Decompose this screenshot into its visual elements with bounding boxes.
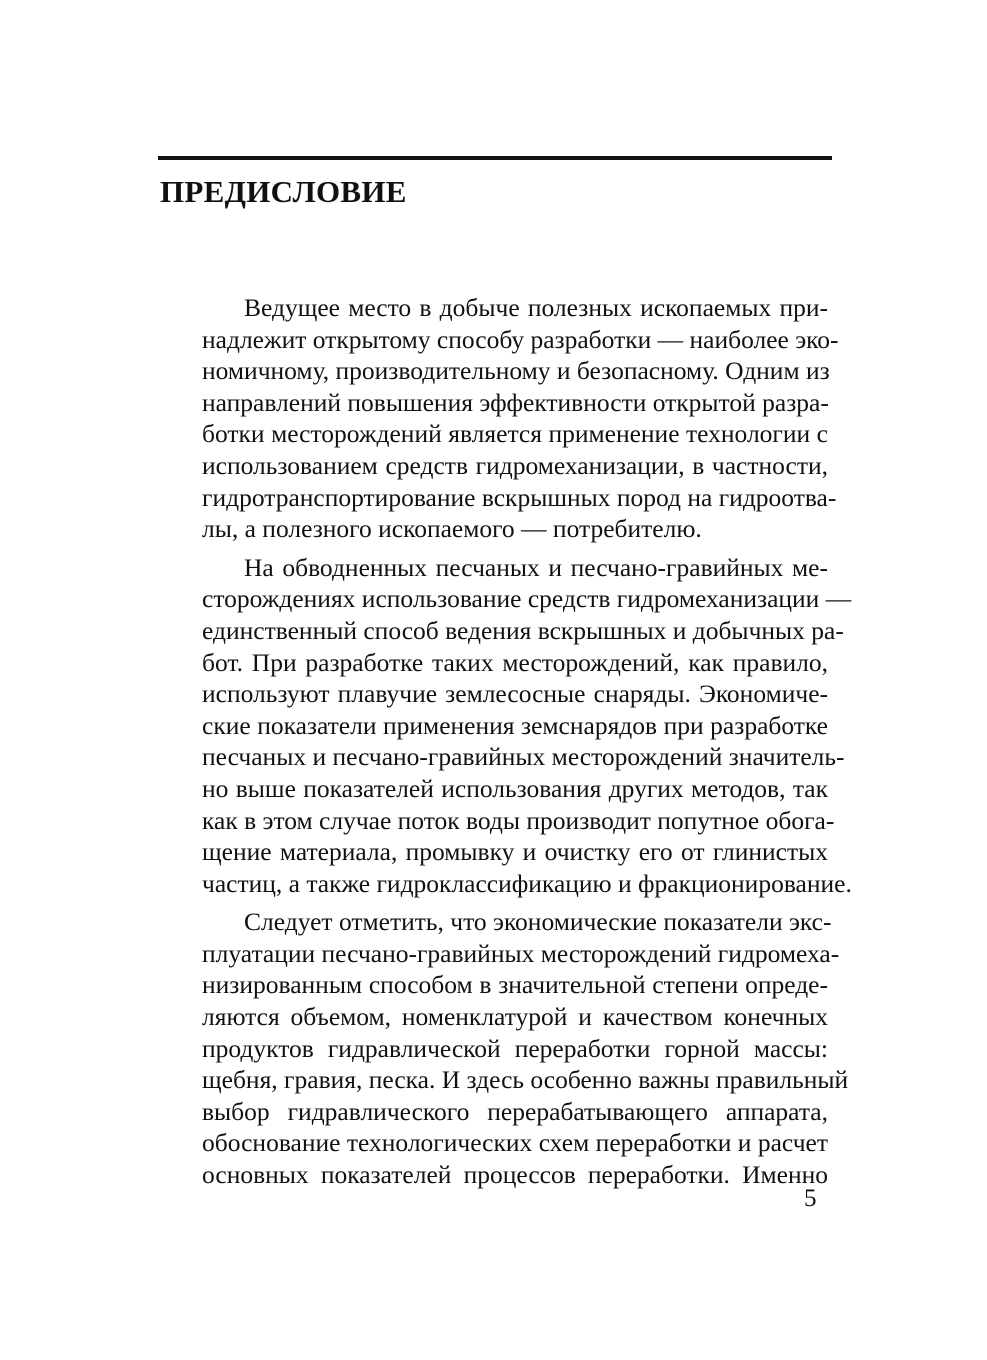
text-line: обоснование технологических схем переработки и расчет xyxy=(202,1128,828,1158)
text-line: Следует отметить, что экономические показатели экс- xyxy=(244,907,832,937)
text-line: как в этом случае поток воды производит попутное обога- xyxy=(202,805,835,835)
text-line: ские показатели применения земснарядов при разработке xyxy=(202,710,828,740)
text-line: низированным способом в значительной степени опреде- xyxy=(202,970,828,1000)
text-line: основных показателей процессов переработки. Именно xyxy=(202,1160,828,1190)
text-line: сторождениях использование средств гидромеханизации — xyxy=(202,584,852,614)
text-line: номичному, производительному и безопасному. Одним из xyxy=(202,356,830,386)
paragraph-3 xyxy=(160,906,849,1190)
text-line: но выше показателей использования других методов, так xyxy=(202,773,828,803)
paragraph-2 xyxy=(160,552,852,900)
text-line: единственный способ ведения вскрышных и добычных ра- xyxy=(202,615,844,645)
text-line: Ведущее место в добыче полезных ископаемых при- xyxy=(244,293,828,322)
text-line: песчаных и песчано-гравийных месторождений значитель- xyxy=(202,742,845,772)
text-line: щебня, гравия, песка. И здесь особенно важны правильный xyxy=(202,1065,849,1095)
text-line: ляются объемом, номенклатурой и качеством конечных xyxy=(202,1002,828,1032)
page-title: ПРЕДИСЛОВИЕ xyxy=(160,174,407,209)
body-text xyxy=(160,292,852,1191)
text-line: выбор гидравлического перерабатывающего аппарата, xyxy=(202,1096,828,1126)
text-line: ботки месторождений является применение технологии с xyxy=(202,419,828,449)
text-line: используют плавучие землесосные снаряды. Экономиче- xyxy=(202,679,828,709)
text-line: щение материала, промывку и очистку его от глинистых xyxy=(202,837,828,867)
text-line: использованием средств гидромеханизации, в частности, xyxy=(202,450,828,480)
text-line: продуктов гидравлической переработки горной массы: xyxy=(202,1033,828,1063)
text-line: лы, а полезного ископаемого — потребителю. xyxy=(202,514,702,544)
text-line: плуатации песчано-гравийных месторождений гидромеха- xyxy=(202,938,840,968)
text-line: надлежит открытому способу разработки — наиболее эко- xyxy=(202,324,839,354)
text-line: гидротранспортирование вскрышных пород на гидроотва- xyxy=(202,482,837,512)
text-line: На обводненных песчаных и песчано-гравийных ме- xyxy=(244,552,828,582)
page-number: 5 xyxy=(804,1185,817,1212)
paragraph-1 xyxy=(160,292,839,545)
text-line: направлений повышения эффективности открытой разра- xyxy=(202,387,829,417)
text-line: бот. При разработке таких месторождений, как правило, xyxy=(202,647,828,677)
text-line: частиц, а также гидроклассификацию и фракционирование. xyxy=(202,868,852,898)
top-rule xyxy=(158,156,832,160)
